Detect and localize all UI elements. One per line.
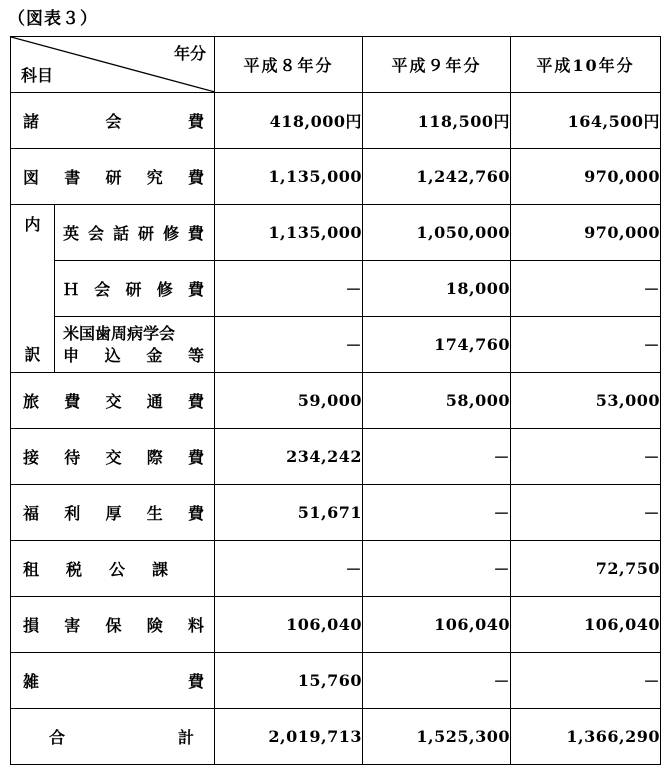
figure-caption: （図表３）	[8, 9, 98, 29]
value-cell: －	[363, 653, 511, 709]
column-header-h9: 平成９年分	[363, 37, 511, 93]
value-cell: 970,000	[511, 149, 661, 205]
label-char: 込	[104, 345, 121, 365]
value-cell: 234,242	[215, 429, 363, 485]
row-label	[11, 429, 215, 485]
breakdown-label-cell	[11, 205, 55, 373]
row-label-text	[11, 165, 214, 188]
row-label-text	[11, 109, 214, 132]
label-char: 英	[63, 224, 80, 243]
label-char: 交	[105, 392, 122, 411]
value-cell: 970,000	[511, 205, 661, 261]
label-char: 図	[23, 168, 40, 187]
label-char: 会	[87, 224, 104, 243]
label-char: 費	[187, 392, 204, 411]
label-char: 書	[64, 168, 81, 187]
total-value-cell: 2,019,713	[215, 709, 363, 765]
label-char: 害	[64, 616, 81, 635]
label-char: 修	[162, 224, 179, 243]
value-cell: 72,750	[511, 541, 661, 597]
label-char: 等	[187, 345, 204, 365]
row-label-text	[11, 613, 214, 636]
label-char: 研	[137, 224, 154, 243]
value-cell: －	[511, 261, 661, 317]
table-row	[11, 261, 661, 317]
row-label-text	[11, 725, 214, 748]
label-char: 合	[49, 728, 66, 747]
row-label-text	[11, 501, 214, 524]
value-cell: 1,242,760	[363, 149, 511, 205]
label-char: 待	[64, 448, 81, 467]
value-cell: －	[215, 261, 363, 317]
value-cell: 164,500円	[511, 93, 661, 149]
header-corner-cell	[11, 37, 215, 93]
value-cell: －	[511, 485, 661, 541]
breakdown-label-bottom: 訳	[24, 345, 41, 364]
value-cell: 53,000	[511, 373, 661, 429]
label-char: 金	[146, 345, 163, 365]
label-char: 福	[23, 504, 40, 523]
row-label-text	[55, 221, 214, 244]
table-row	[11, 205, 661, 261]
table-row	[11, 149, 661, 205]
label-char: 会	[94, 280, 111, 299]
label-char: 公	[108, 560, 125, 579]
label-char: 研	[125, 280, 142, 299]
row-label-text	[11, 445, 214, 468]
value-cell: 51,671	[215, 485, 363, 541]
label-char: 税	[65, 560, 82, 579]
label-char: 旅	[23, 392, 40, 411]
label-char: 費	[187, 224, 204, 243]
row-label	[11, 485, 215, 541]
value-cell: 118,500円	[363, 93, 511, 149]
table-row	[11, 485, 661, 541]
row-label	[55, 205, 215, 261]
row-label-text	[11, 557, 214, 580]
row-label-text	[11, 389, 214, 412]
table-row	[11, 373, 661, 429]
label-char: 料	[187, 616, 204, 635]
value-cell: 418,000円	[215, 93, 363, 149]
label-char: 費	[187, 504, 204, 523]
value-cell: －	[215, 317, 363, 373]
value-cell: 106,040	[511, 597, 661, 653]
total-value-cell: 1,366,290	[511, 709, 661, 765]
value-cell: 174,760	[363, 317, 511, 373]
value-cell: 18,000	[363, 261, 511, 317]
label-char: 費	[187, 168, 204, 187]
subject-header-label: 科目	[21, 66, 54, 85]
row-label-text	[11, 669, 214, 692]
label-char: 会	[105, 112, 122, 131]
label-char: Ｈ	[63, 280, 80, 299]
value-cell: －	[363, 429, 511, 485]
label-char: 雑	[23, 672, 40, 691]
value-cell: －	[511, 653, 661, 709]
total-value-cell: 1,525,300	[363, 709, 511, 765]
row-label	[11, 373, 215, 429]
label-char: 費	[187, 672, 204, 691]
row-label	[11, 93, 215, 149]
table-row	[11, 93, 661, 149]
label-char: 究	[146, 168, 163, 187]
label-char: 費	[187, 280, 204, 299]
label-char: 研	[105, 168, 122, 187]
row-label	[55, 261, 215, 317]
row-label	[11, 709, 215, 765]
year-header-label: 年分	[173, 44, 206, 63]
row-label-text	[55, 277, 214, 300]
value-cell: 1,050,000	[363, 205, 511, 261]
label-char: 話	[112, 224, 129, 243]
value-cell: 1,135,000	[215, 205, 363, 261]
label-char: 諸	[23, 112, 40, 131]
table-row	[11, 429, 661, 485]
row-label-line1: 米国歯周病学会	[63, 323, 176, 343]
row-label	[11, 149, 215, 205]
value-cell: 1,135,000	[215, 149, 363, 205]
table-row	[11, 597, 661, 653]
label-char: 保	[105, 616, 122, 635]
row-label	[11, 653, 215, 709]
label-char: 際	[146, 448, 163, 467]
row-label-line2	[63, 345, 214, 367]
row-label	[55, 317, 215, 373]
column-header-h10: 平成10年分	[511, 37, 661, 93]
value-cell: －	[215, 541, 363, 597]
label-char: 計	[177, 728, 194, 747]
value-cell: 106,040	[215, 597, 363, 653]
value-cell: －	[511, 429, 661, 485]
value-cell: －	[511, 317, 661, 373]
expense-table	[10, 36, 661, 765]
label-char: 費	[187, 448, 204, 467]
total-row	[11, 709, 661, 765]
label-char: 厚	[105, 504, 122, 523]
table-row	[11, 317, 661, 373]
value-cell: －	[363, 541, 511, 597]
value-cell: 58,000	[363, 373, 511, 429]
label-char: 接	[23, 448, 40, 467]
breakdown-label-top: 内	[24, 215, 41, 234]
value-cell: 106,040	[363, 597, 511, 653]
label-char: 険	[146, 616, 163, 635]
label-char: 交	[105, 448, 122, 467]
row-label	[11, 541, 215, 597]
label-char: 申	[63, 345, 80, 365]
value-cell: 59,000	[215, 373, 363, 429]
value-cell: 15,760	[215, 653, 363, 709]
row-label	[11, 597, 215, 653]
label-char: 損	[23, 616, 40, 635]
label-char: 通	[146, 392, 163, 411]
label-char: 費	[64, 392, 81, 411]
label-char: 利	[64, 504, 81, 523]
table-row	[11, 541, 661, 597]
label-char: 生	[146, 504, 163, 523]
column-header-h8: 平成８年分	[215, 37, 363, 93]
table-row	[11, 653, 661, 709]
label-char: 修	[156, 280, 173, 299]
label-char: 課	[151, 560, 168, 579]
label-char: 費	[187, 112, 204, 131]
value-cell: －	[363, 485, 511, 541]
header-row	[11, 37, 661, 93]
label-char: 租	[23, 560, 40, 579]
